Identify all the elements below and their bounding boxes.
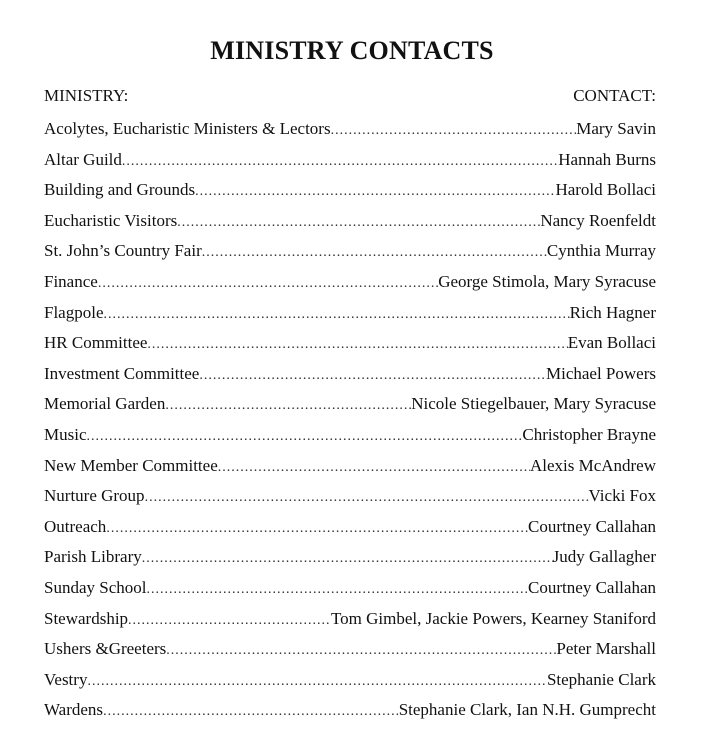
contact-name: Courtney Callahan — [528, 516, 656, 536]
ministry-name: Sunday School — [44, 577, 147, 597]
list-item — [44, 604, 656, 635]
dot-leader — [87, 422, 523, 451]
ministry-name: Memorial Garden — [44, 394, 166, 414]
ministry-name: St. John’s Country Fair — [44, 241, 202, 261]
list-item — [44, 206, 656, 237]
list-item — [44, 114, 656, 145]
contact-name: Harold Bollaci — [555, 180, 656, 200]
list-item — [44, 359, 656, 390]
contact-name: Evan Bollaci — [567, 333, 656, 353]
contact-name: Michael Powers — [545, 363, 656, 383]
contact-name: Tom Gimbel, Jackie Powers, Kearney Staniford — [330, 608, 656, 628]
contact-name: Courtney Callahan — [528, 577, 656, 597]
list-item — [44, 328, 656, 359]
dot-leader — [195, 177, 555, 206]
dot-leader — [145, 483, 589, 512]
list-item — [44, 451, 656, 482]
list-item — [44, 634, 656, 665]
list-item — [44, 298, 656, 329]
ministry-name: Finance — [44, 271, 98, 291]
contact-name: George Stimola, Mary Syracuse — [438, 271, 656, 291]
ministry-name: Eucharistic Visitors — [44, 210, 178, 230]
dot-leader — [128, 606, 331, 635]
contact-name: Christopher Brayne — [522, 424, 656, 444]
contact-column-header: CONTACT: — [573, 86, 656, 105]
dot-leader — [166, 636, 556, 665]
list-item — [44, 236, 656, 267]
ministry-name: Music — [44, 424, 87, 444]
dot-leader — [331, 116, 577, 145]
dot-leader — [106, 514, 528, 543]
contact-name: Judy Gallagher — [552, 547, 656, 567]
contact-name: Vicki Fox — [588, 486, 656, 506]
dot-leader — [104, 300, 570, 329]
dot-leader — [218, 453, 530, 482]
contact-name: Alexis McAndrew — [529, 455, 656, 475]
dot-leader — [147, 330, 567, 359]
contact-name: Mary Savin — [576, 119, 656, 138]
list-item — [44, 175, 656, 206]
list-item — [44, 145, 656, 176]
ministry-name: Altar Guild — [44, 149, 122, 169]
dot-leader — [165, 391, 411, 420]
list-item — [44, 267, 656, 298]
ministry-name: Flagpole — [44, 302, 104, 322]
ministry-name: New Member Committee — [44, 455, 218, 475]
contact-name: Peter Marshall — [556, 639, 656, 659]
dot-leader — [103, 697, 399, 726]
dot-leader — [122, 147, 558, 176]
dot-leader — [177, 208, 540, 237]
dot-leader — [98, 269, 438, 298]
ministry-name: Stewardship — [44, 608, 129, 628]
contact-name: Cynthia Murray — [546, 241, 656, 261]
ministry-contact-list — [44, 114, 656, 726]
contact-name: Stephanie Clark, Ian N.H. Gumprecht — [398, 700, 656, 720]
ministry-name: Wardens — [44, 700, 104, 720]
dot-leader — [87, 667, 546, 696]
ministry-name: Investment Committee — [44, 363, 200, 383]
contact-name: Stephanie Clark — [546, 669, 656, 689]
contact-name: Hannah Burns — [558, 149, 656, 169]
list-item — [44, 695, 656, 726]
dot-leader — [199, 361, 546, 390]
list-item — [44, 665, 656, 696]
column-headers — [44, 86, 656, 106]
list-item — [44, 542, 656, 573]
contact-name: Nancy Roenfeldt — [540, 210, 656, 230]
contact-name: Nicole Stiegelbauer, Mary Syracuse — [411, 394, 656, 414]
ministry-name: Outreach — [44, 516, 107, 536]
contact-name: Rich Hagner — [569, 302, 656, 322]
list-item — [44, 512, 656, 543]
ministry-name: Vestry — [44, 669, 88, 689]
ministry-name: Building and Grounds — [44, 180, 196, 200]
list-item — [44, 481, 656, 512]
ministry-name: Ushers &Greeters — [44, 639, 167, 659]
ministry-column-header: MINISTRY: — [44, 86, 129, 105]
dot-leader — [142, 544, 553, 573]
dot-leader — [202, 238, 547, 267]
dot-leader — [146, 575, 528, 604]
ministry-name: Parish Library — [44, 547, 142, 567]
ministry-name: Nurture Group — [44, 486, 145, 506]
list-item — [44, 573, 656, 604]
ministry-name: Acolytes, Eucharistic Ministers & Lectors — [44, 119, 331, 138]
ministry-name: HR Committee — [44, 333, 148, 353]
list-item — [44, 420, 656, 451]
list-item — [44, 389, 656, 420]
page-title: MINISTRY CONTACTS — [210, 36, 494, 65]
